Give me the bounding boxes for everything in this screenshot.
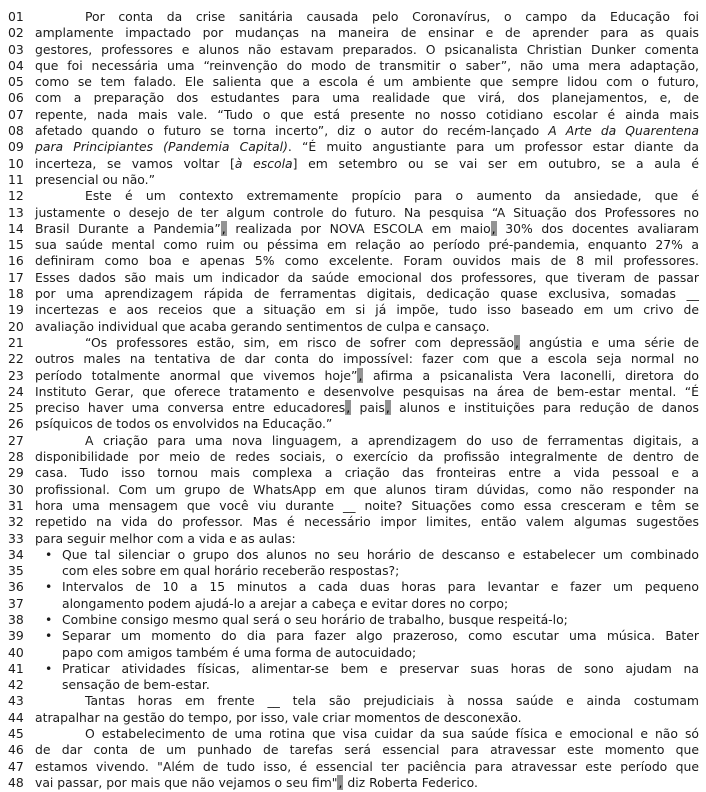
line-number: 48 <box>8 774 24 790</box>
line-text: “Os professores estão, sim, em risco de sofrer com depressão, angústia e uma série de <box>85 334 699 350</box>
text-line <box>8 400 699 416</box>
text-line <box>8 9 699 25</box>
text-line <box>8 319 699 335</box>
line-text: para seguir melhor com a vida e as aulas: <box>35 530 296 546</box>
line-number: 35 <box>8 563 24 579</box>
line-number: 10 <box>8 155 24 171</box>
line-text: estamos vivendo. "Além de tudo isso, é essencial ter paciência para atravessar este período que <box>35 758 699 774</box>
text-body <box>8 9 699 791</box>
text-line <box>8 156 699 172</box>
line-number: 15 <box>8 237 24 253</box>
line-number: 24 <box>8 383 24 399</box>
line-number: 14 <box>8 220 24 236</box>
line-text: Brasil Durante a Pandemia”, realizada por NOVA ESCOLA em maio, 30% dos docentes avaliaram <box>35 220 699 236</box>
line-number: 09 <box>8 139 24 155</box>
text-line <box>8 693 699 709</box>
line-number: 12 <box>8 188 24 204</box>
text-line <box>8 384 699 400</box>
line-number: 17 <box>8 269 24 285</box>
text-line <box>8 645 699 661</box>
line-text: afetado quando o futuro se torna incerto”, diz o autor do recém-lançado A Arte da Quarentena <box>35 123 699 139</box>
line-number: 13 <box>8 204 24 220</box>
highlighted-comma: , <box>491 220 496 236</box>
line-text: para Principiantes (Pandemia Capital). “É muito angustiante para um professor estar diante da <box>35 139 699 155</box>
text-line <box>8 677 699 693</box>
line-number: 39 <box>8 628 24 644</box>
line-text: com eles sobre em qual horário receberão respostas?; <box>62 563 400 579</box>
line-text: como se tem falado. Ele salienta que a escola é um ambiente que sempre lidou com o futuro, <box>35 74 699 90</box>
text-line <box>8 465 699 481</box>
line-text: amplamente impactado por mudanças na maneira de ensinar e de aprender para as quais <box>35 25 699 41</box>
line-number: 31 <box>8 497 24 513</box>
highlighted-comma: , <box>385 400 390 416</box>
line-number: 08 <box>8 123 24 139</box>
text-line <box>8 612 699 628</box>
text-line <box>8 563 699 579</box>
text-line <box>8 710 699 726</box>
text-line <box>8 531 699 547</box>
line-text: incertezas e aos receios que a situação em si já impõe, tudo isso baseado em um crivo de <box>35 302 699 318</box>
line-number: 19 <box>8 302 24 318</box>
line-text: O estabelecimento de uma rotina que visa cuidar da sua saúde física e emocional e não só <box>85 726 699 742</box>
line-text: de dar conta de um punhado de tarefas será essencial para atravessar este momento que <box>35 742 699 758</box>
line-text: avaliação individual que acaba gerando sentimentos de culpa e cansaço. <box>35 318 490 334</box>
line-text: por uma aprendizagem rápida de ferramentas digitais, dedicação quase exclusiva, somadas __ <box>35 286 699 302</box>
line-number: 42 <box>8 677 24 693</box>
line-text: hora uma mensagem que você viu durante __ noite? Situações como essa cresceram e têm se <box>35 497 699 513</box>
line-number: 05 <box>8 74 24 90</box>
line-text: alongamento podem ajudá-lo a arejar a cabeça e evitar dores no corpo; <box>62 595 509 611</box>
line-number: 33 <box>8 530 24 546</box>
text-line <box>8 579 699 595</box>
bullet-marker-icon: • <box>45 579 53 595</box>
highlighted-comma: , <box>515 334 519 350</box>
line-text: justamente o desejo de ter algum controle do futuro. Na pesquisa “A Situação dos Professores no <box>35 204 699 220</box>
text-line <box>8 498 699 514</box>
line-number: 37 <box>8 595 24 611</box>
line-number: 47 <box>8 758 24 774</box>
text-line <box>8 139 699 155</box>
text-line <box>8 205 699 221</box>
line-number: 02 <box>8 25 24 41</box>
line-text: incerteza, se vamos voltar [à escola] em setembro ou se vai ser em outubro, se a aula é <box>35 155 699 171</box>
line-text: gestores, professores e alunos não estavam preparados. O psicanalista Christian Dunker comenta <box>35 41 699 57</box>
line-number: 04 <box>8 57 24 73</box>
line-text: definiram como boa e apenas 5% como excelente. Foram ouvidos mais de 8 mil professores. <box>35 253 699 269</box>
text-line <box>8 433 699 449</box>
text-line <box>8 726 699 742</box>
text-line <box>8 759 699 775</box>
text-line <box>8 172 699 188</box>
line-number: 38 <box>8 611 24 627</box>
text-line <box>8 123 699 139</box>
line-text: com a preparação dos estudantes para uma realidade que virá, dos planejamentos, e, de <box>35 90 699 106</box>
text-line <box>8 514 699 530</box>
line-text: casa. Tudo isso tornou mais complexa a criação das fronteiras entre a vida pessoal e a <box>35 465 699 481</box>
line-number: 32 <box>8 514 24 530</box>
line-text: atrapalhar na gestão do tempo, por isso, vale criar momentos de desconexão. <box>35 709 522 725</box>
line-number: 21 <box>8 334 24 350</box>
bullet-marker-icon: • <box>45 611 53 627</box>
line-number: 45 <box>8 726 24 742</box>
line-text: presencial ou não.” <box>35 171 156 187</box>
bullet-marker-icon: • <box>45 660 53 676</box>
line-text: sua saúde mental como ruim ou péssima em relação ao período pré-pandemia, enquanto 27% a <box>35 237 699 253</box>
line-text: A criação para uma nova linguagem, a aprendizagem do uso de ferramentas digitais, a <box>85 432 699 448</box>
line-number: 23 <box>8 367 24 383</box>
line-number: 29 <box>8 465 24 481</box>
highlighted-comma: , <box>346 400 351 416</box>
line-text: profissional. Com um grupo de WhatsApp em que alunos tiram dúvidas, como não responder na <box>35 481 699 497</box>
highlighted-comma: , <box>221 220 226 236</box>
bullet-marker-icon: • <box>45 628 53 644</box>
line-text: sensação de bem-estar. <box>62 677 210 693</box>
text-line <box>8 74 699 90</box>
text-line <box>8 351 699 367</box>
line-text: Instituto Gerar, que oferece tratamento e desenvolve pesquisas na área de bem-estar mental. “É <box>35 383 699 399</box>
text-line <box>8 449 699 465</box>
line-number: 34 <box>8 546 24 562</box>
line-number: 46 <box>8 742 24 758</box>
text-line <box>8 286 699 302</box>
text-line <box>8 270 699 286</box>
line-text: Esses dados são mais um indicador da saúde emocional dos professores, que tiveram de passar <box>35 269 699 285</box>
line-number: 11 <box>8 171 24 187</box>
line-text: Este é um contexto extremamente propício para o aumento da ansiedade, que é <box>85 188 699 204</box>
highlighted-comma: , <box>358 367 363 383</box>
line-number: 22 <box>8 351 24 367</box>
text-line <box>8 107 699 123</box>
line-number: 43 <box>8 693 24 709</box>
line-text: repente, nada mais vale. “Tudo o que está presente no nosso cotidiano escolar é ainda mais <box>35 106 699 122</box>
line-text: disponibilidade por meio de redes sociais, o exercício da profissão integralmente de dentro de <box>35 449 699 465</box>
text-line <box>8 188 699 204</box>
line-text: Por conta da crise sanitária causada pelo Coronavírus, o campo da Educação foi <box>85 9 699 24</box>
text-line <box>8 416 699 432</box>
line-text: • Intervalos de 10 a 15 minutos a cada duas horas para levantar e fazer um pequeno <box>45 579 699 595</box>
text-line <box>8 42 699 58</box>
line-text: • Que tal silenciar o grupo dos alunos no seu horário de descanso e estabelecer um combinado <box>45 546 699 562</box>
text-line <box>8 253 699 269</box>
line-number: 03 <box>8 41 24 57</box>
line-text: repetido na vida do professor. Mas é necessário impor limites, então valem algumas sugestões <box>35 514 699 530</box>
line-text: psíquicos de todos os envolvidos na Educação.” <box>35 416 333 432</box>
line-number: 36 <box>8 579 24 595</box>
line-number: 07 <box>8 106 24 122</box>
line-text: período totalmente anormal que vivemos hoje”, afirma a psicanalista Vera Iaconelli, diretora do <box>35 367 699 383</box>
text-line <box>8 775 699 791</box>
line-number: 44 <box>8 709 24 725</box>
text-line <box>8 335 699 351</box>
bullet-marker-icon: • <box>45 546 53 562</box>
text-line <box>8 58 699 74</box>
line-text: outros males na tentativa de dar conta do impossível: fazer com que a escola seja normal no <box>35 351 699 367</box>
line-text: que foi necessária uma “reinvenção do modo de transmitir o saber”, não uma mera adaptação, <box>35 57 699 73</box>
line-text: preciso haver uma conversa entre educadores, pais, alunos e instituições para redução de danos <box>35 400 699 416</box>
text-line <box>8 547 699 563</box>
text-line <box>8 742 699 758</box>
text-line <box>8 596 699 612</box>
line-number: 01 <box>8 9 24 24</box>
text-line <box>8 25 699 41</box>
text-line <box>8 302 699 318</box>
line-text: vai passar, por mais que não vejamos o seu fim", diz Roberta Federico. <box>35 774 478 790</box>
text-line <box>8 237 699 253</box>
line-text: • Separar um momento do dia para fazer algo prazeroso, como escutar uma música. Bater <box>45 628 699 644</box>
text-line <box>8 661 699 677</box>
line-number: 25 <box>8 400 24 416</box>
highlighted-comma: , <box>338 774 343 790</box>
line-number: 28 <box>8 449 24 465</box>
line-number: 18 <box>8 286 24 302</box>
line-number: 16 <box>8 253 24 269</box>
line-number: 06 <box>8 90 24 106</box>
text-line <box>8 221 699 237</box>
text-line <box>8 482 699 498</box>
line-number: 40 <box>8 644 24 660</box>
line-number: 30 <box>8 481 24 497</box>
line-text: • Combine consigo mesmo qual será o seu horário de trabalho, busque respeitá-lo; <box>45 611 568 627</box>
line-text: • Praticar atividades físicas, alimentar-se bem e preservar suas horas de sono ajudam na <box>45 660 699 676</box>
line-number: 41 <box>8 660 24 676</box>
text-line <box>8 90 699 106</box>
line-text: papo com amigos também é uma forma de autocuidado; <box>62 644 417 660</box>
line-number: 26 <box>8 416 24 432</box>
line-number: 20 <box>8 318 24 334</box>
text-line <box>8 628 699 644</box>
line-number: 27 <box>8 432 24 448</box>
line-text: Tantas horas em frente __ tela são prejudiciais à nossa saúde e ainda costumam <box>85 693 699 709</box>
text-line <box>8 368 699 384</box>
